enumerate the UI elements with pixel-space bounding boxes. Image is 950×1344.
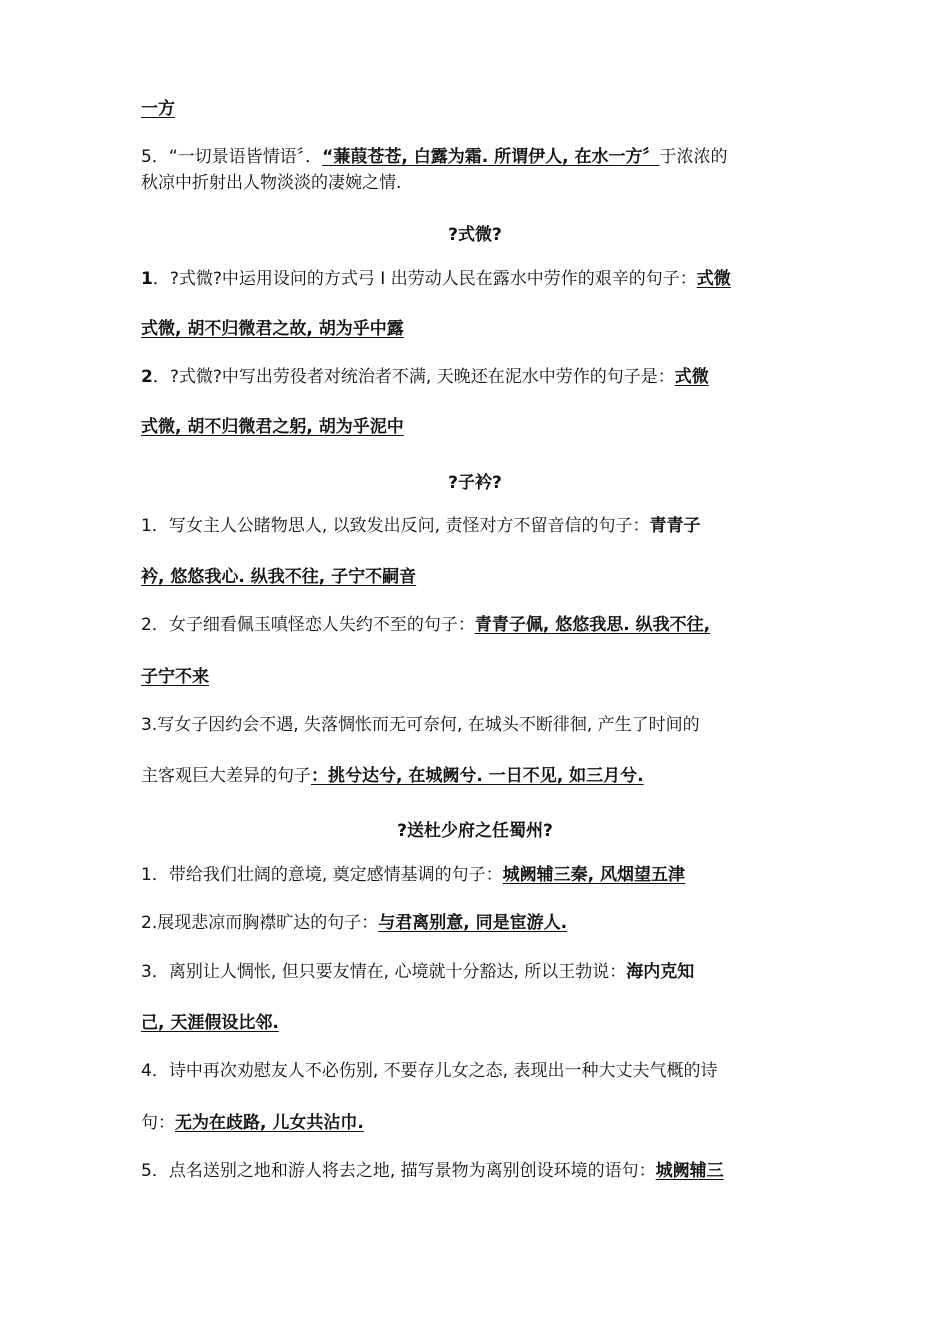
songdu-q4-line-1 xyxy=(141,1060,811,1082)
shiwei-q1-answer: 式微, 胡不归微君之故, 胡为乎中露 xyxy=(141,319,404,339)
songdu-q1 xyxy=(141,864,811,886)
answer-text: ：挑兮达兮, 在城阙兮. 一日不见, 如三月兮. xyxy=(311,766,644,786)
shiwei-q1-line-1 xyxy=(141,268,811,290)
zijin-q2-answer: 子宁不来 xyxy=(141,667,209,687)
songdu-q3-answer: 己, 天涯假设比邻. xyxy=(141,1013,279,1033)
intro-line-1 xyxy=(141,146,811,168)
question-text: ．带给我们壮阔的意境, 奠定感情基调的句子： xyxy=(151,865,503,885)
intro-line-2: 秋凉中折射出人物淡淡的凄婉之情. xyxy=(141,173,402,193)
item-number: 2 xyxy=(141,615,152,635)
item-number: 5 xyxy=(141,1161,152,1181)
section-title-songdu: ?送杜少府之任蜀州? xyxy=(397,821,553,841)
item-number: 4 xyxy=(141,1061,152,1081)
item-number: 1 xyxy=(141,865,152,885)
question-text: ．点名送别之地和游人将去之地, 描写景物为离别创设环境的语句： xyxy=(151,1161,656,1181)
intro-text-after: 于浓浓的 xyxy=(659,147,728,167)
question-text: 主客观巨大差异的句子 xyxy=(141,766,311,786)
intro-text: “一切景语皆情语〞． xyxy=(168,147,323,167)
intro-answer: “蒹葭苍苍, 白露为霜. 所谓伊人, 在水一方〞 xyxy=(322,147,660,167)
answer-text: 式微 xyxy=(674,367,709,387)
question-text: ．诗中再次劝慰友人不必伤别, 不要存儿女之态, 表现出一种大丈夫气概的诗 xyxy=(151,1061,718,1081)
question-text: .写女子因约会不遇, 失落惆怅而无可奈何, 在城头不断徘徊, 产生了时间的 xyxy=(151,715,700,735)
answer-text: 海内克知 xyxy=(626,962,695,982)
answer-text: 城阙辅三 xyxy=(655,1161,724,1181)
item-number: 2 xyxy=(141,367,153,387)
item-number: 1 xyxy=(141,516,152,536)
zijin-q2-line-1 xyxy=(141,614,811,636)
section-title-zijin: ?子衿? xyxy=(448,473,502,493)
item-number: 5． xyxy=(141,147,169,167)
item-number: 1 xyxy=(141,269,153,289)
top-fragment: 一方 xyxy=(141,99,175,119)
songdu-q2 xyxy=(141,912,811,934)
question-text: ．写女主人公睹物思人, 以致发出反问, 责怪对方不留音信的句子： xyxy=(151,516,650,536)
section-title-shiwei: ?式微? xyxy=(448,225,502,245)
songdu-q3-line-1 xyxy=(141,961,811,983)
answer-text: 城阙辅三秦, 风烟望五津 xyxy=(502,865,686,885)
zijin-q3-line-1 xyxy=(141,714,811,736)
question-text: .展现悲凉而胸襟旷达的句子： xyxy=(151,913,379,933)
item-number: 3 xyxy=(141,715,152,735)
zijin-q1-line-1 xyxy=(141,515,811,537)
songdu-q4-line-2 xyxy=(141,1112,811,1134)
answer-text: 青青子佩, 悠悠我思. 纵我不往, xyxy=(474,615,711,635)
shiwei-q2-line-1 xyxy=(141,366,811,388)
songdu-q5 xyxy=(141,1160,811,1182)
question-text: 句： xyxy=(141,1113,175,1133)
question-text: ．女子细看佩玉嗔怪恋人失约不至的句子： xyxy=(151,615,475,635)
answer-text: 式微 xyxy=(696,269,731,289)
zijin-q3-line-2 xyxy=(141,765,811,787)
answer-text: 青青子 xyxy=(649,516,701,536)
zijin-q1-answer: 衿, 悠悠我心. 纵我不往, 子宁不嗣音 xyxy=(141,567,417,587)
question-text: ．离别让人惆怅, 但只要友情在, 心境就十分豁达, 所以王勃说： xyxy=(151,962,627,982)
answer-text: 无为在歧路, 儿女共沾巾. xyxy=(175,1113,364,1133)
answer-text: 与君离别意, 同是宦游人. xyxy=(378,913,568,933)
shiwei-q2-answer: 式微, 胡不归微君之躬, 胡为乎泥中 xyxy=(141,417,404,437)
question-text: ．?式微?中运用设问的方式弓 I 出劳动人民在露水中劳作的艰辛的句子： xyxy=(152,269,697,289)
question-text: ．?式微?中写出劳役者对统治者不满, 天晚还在泥水中劳作的句子是： xyxy=(152,367,675,387)
item-number: 3 xyxy=(141,962,152,982)
item-number: 2 xyxy=(141,913,152,933)
